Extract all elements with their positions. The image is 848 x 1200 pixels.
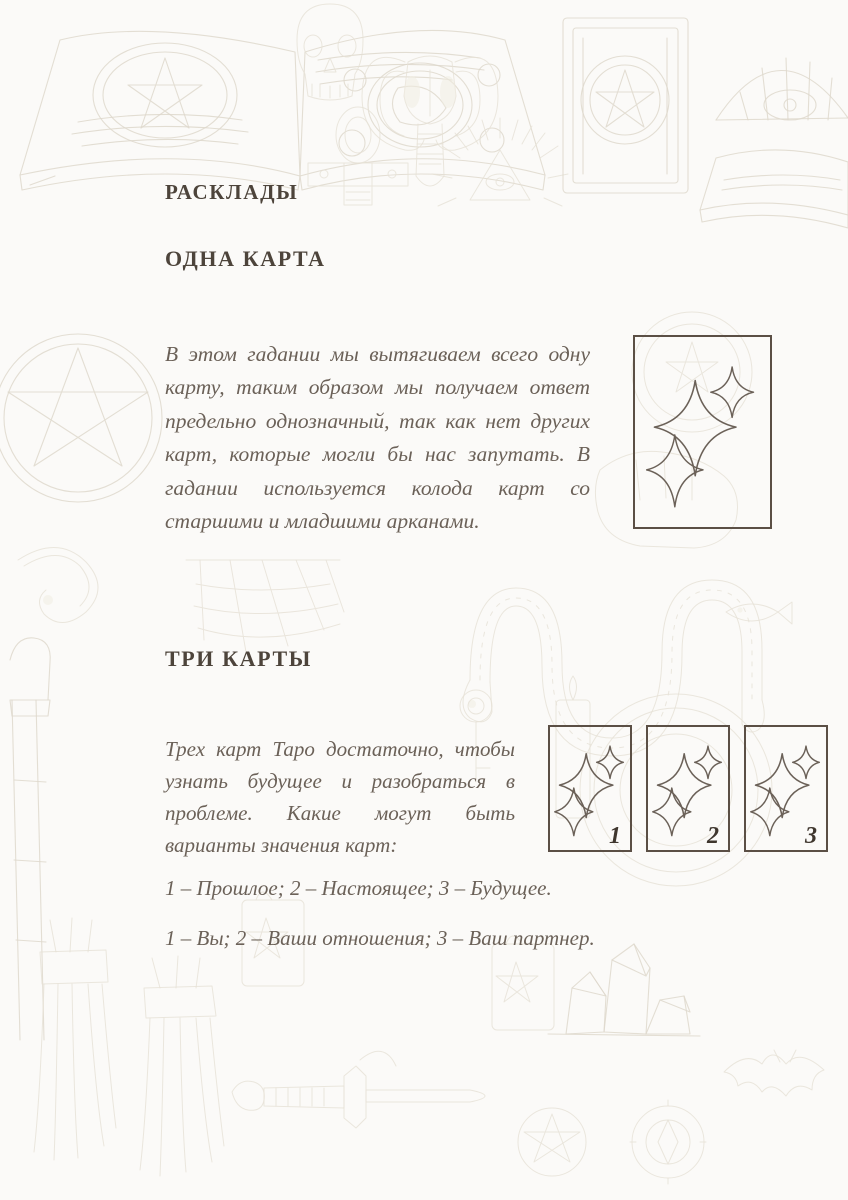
heading-three-cards-spread: ТРИ КАРТЫ <box>165 646 312 671</box>
watermark-bat-icon <box>724 1050 824 1096</box>
page-title-spreads: РАСКЛАДЫ <box>165 180 299 204</box>
watermark-fish-icon <box>726 602 792 624</box>
tarot-card-3 <box>744 725 828 852</box>
meaning-line-relationship: 1 – Вы; 2 – Ваши отношения; 3 – Ваш партнер. <box>165 926 595 950</box>
heading-one-card-spread: ОДНА КАРТА <box>165 246 326 271</box>
tarot-card-2-number: 2 <box>707 823 719 849</box>
watermark-dagger-icon <box>232 1051 485 1128</box>
watermark-ram-skull-icon <box>362 56 498 186</box>
watermark-pentagram-bottom-icon <box>518 1108 586 1176</box>
tarot-card-1-number: 1 <box>609 823 621 849</box>
tarot-card-2 <box>646 725 730 852</box>
watermark-herb-bundle-center-icon <box>140 956 224 1176</box>
watermark-tarot-card-icon <box>563 18 688 193</box>
paragraph-one-card-description: В этом гадании мы вытягиваем всего одну карту, таким образом мы получаем ответ предельно однозначный, так как нет других карт, которые могли бы нас запутать. В гадании используется колода карт со старшими и младшими арканами. <box>165 341 590 533</box>
tarot-card-single-illustration <box>633 335 772 529</box>
watermark-pentagram-icon <box>0 334 162 502</box>
watermark-open-book-icon <box>20 30 545 190</box>
watermark-crystal-icon <box>548 944 700 1036</box>
watermark-snake-left-icon <box>18 547 98 622</box>
watermark-herb-bundle-left-icon <box>34 918 116 1160</box>
paragraph-three-cards-description: Трех карт Таро достаточно, чтобы узнать будущее и разобраться в проблеме. Какие могут быть варианты значения карт: <box>165 737 515 857</box>
watermark-fan-icon <box>716 58 848 120</box>
watermark-skull-icon <box>297 4 363 100</box>
watermark-book-right-icon <box>700 150 848 228</box>
watermark-sun-compass-icon <box>630 1100 706 1184</box>
watermark-wand-icon <box>10 638 50 1040</box>
tarot-card-3-number: 3 <box>805 823 817 849</box>
watermark-ankh-icon <box>308 107 408 205</box>
tarot-card-1 <box>548 725 632 852</box>
meaning-line-time: 1 – Прошлое; 2 – Настоящее; 3 – Будущее. <box>165 876 552 900</box>
watermark-all-seeing-eye-icon <box>432 118 568 206</box>
sparkles-icon <box>635 337 770 527</box>
watermark-spiderweb-icon <box>186 560 344 652</box>
